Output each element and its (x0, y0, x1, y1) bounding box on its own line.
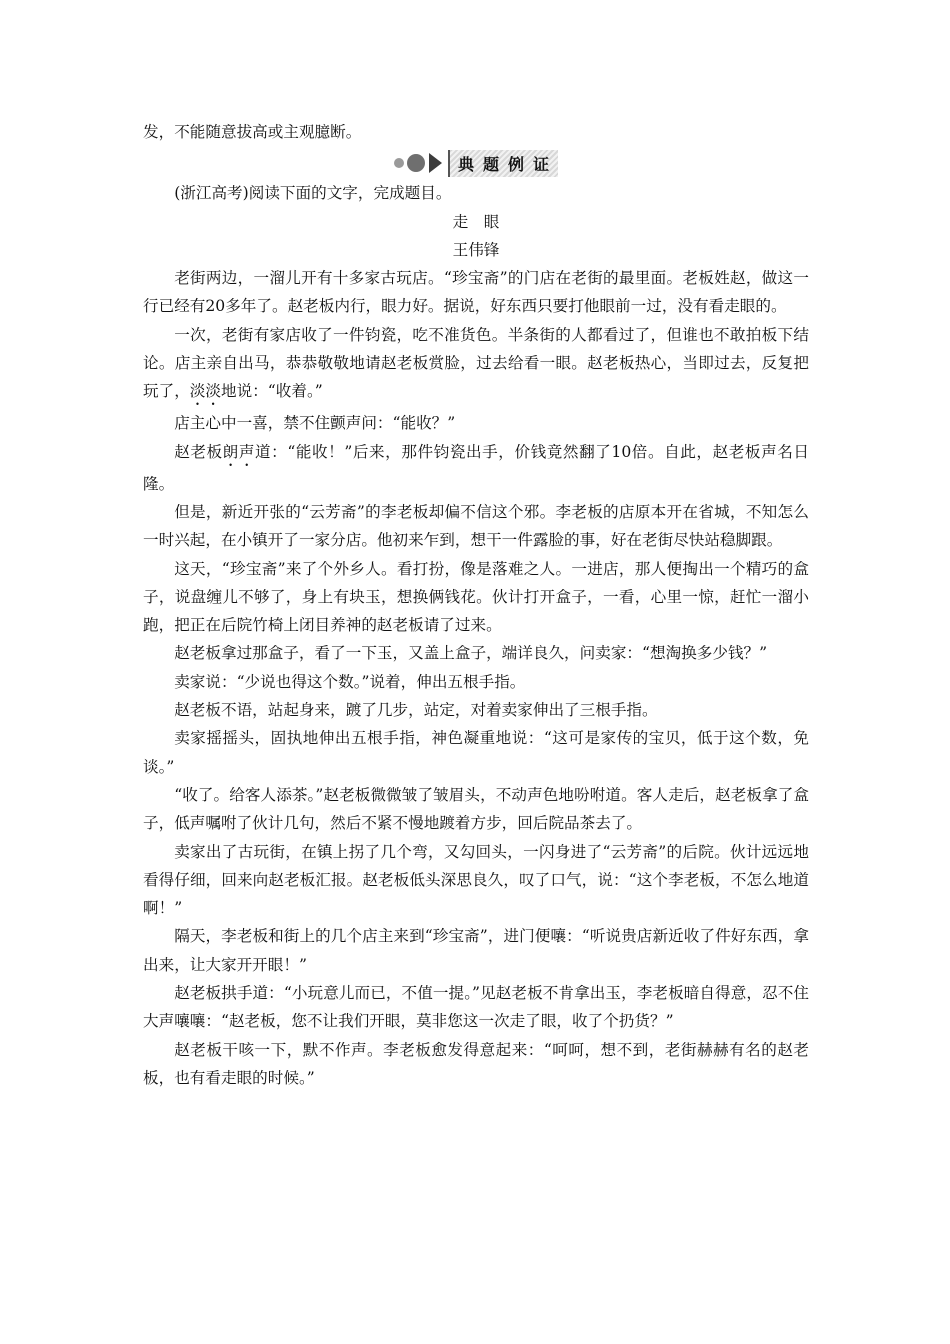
paragraph-10: 卖家摇摇头，固执地伸出五根手指，神色凝重地说：“这可是家传的宝贝，低于这个数，免谈。” (143, 729, 809, 776)
paragraph-7: 赵老板拿过那盒子，看了一下玉，又盖上盒子，端详良久，问卖家：“想淘换多少钱？” (174, 644, 768, 663)
paragraph-1: 老街两边，一溜儿开有十多家古玩店。“珍宝斋”的门店在老街的最里面。老板姓赵，做这一行已经有20多年了。赵老板内行，眼力好。据说，好东西只要打他眼前一过，没有看走眼的。 (143, 269, 809, 316)
paragraph-2-text-a: 一次，老街有家店收了一件钧瓷，吃不准货色。半条街的人都看过了，但谁也不敢拍板下结论。店主亲自出马，恭恭敬敬地请赵老板赏脸，过去给看一眼。赵老板热心，当即过去，反复把玩了， (143, 325, 809, 401)
paragraph-12: 卖家出了古玩街，在镇上拐了几个弯，又勾回头，一闪身进了“云芳斋”的后院。伙计远远地看得仔细，回来向赵老板汇报。赵老板低头深思良久，叹了口气，说：“这个李老板，不怎么地道啊！” (143, 842, 809, 918)
section-banner-title: 典题例证 (448, 150, 558, 177)
arrow-right-icon (429, 153, 442, 173)
paragraph-4-text-a: 赵老板 (174, 442, 223, 461)
paragraph-2 (143, 321, 809, 410)
dots-icon (394, 154, 425, 172)
paragraph-4 (143, 438, 809, 498)
emphasized-word-langsheng: 朗声 (222, 442, 255, 461)
paragraph-11: “收了。给客人添茶。”赵老板微微皱了皱眉头，不动声色地吩咐道。客人走后，赵老板拿了盒子，低声嘱咐了伙计几句，然后不紧不慢地踱着方步，回后院品茶去了。 (143, 785, 809, 833)
source-line: (浙江高考)阅读下面的文字，完成题目。 (174, 184, 452, 203)
document-page (143, 118, 809, 1092)
paragraph-3: 店主心中一喜，禁不住颤声问：“能收？” (174, 414, 456, 433)
paragraph-5: 但是，新近开张的“云芳斋”的李老板却偏不信这个邪。李老板的店原本开在省城，不知怎么一时兴起，在小镇开了一家分店。他初来乍到，想干一件露脸的事，好在老街尽快站稳脚跟。 (143, 502, 809, 550)
intro-line: 发，不能随意拔高或主观臆断。 (143, 123, 362, 141)
story-title: 走 眼 (452, 212, 500, 231)
paragraph-6: 这天，“珍宝斋”来了个外乡人。看打扮，像是落难之人。一进店，那人便掏出一个精巧的盒子，说盘缠儿不够了，身上有块玉，想换俩钱花。伙计打开盒子，一看，心里一惊，赶忙一溜小跑，把正在后院竹椅上闭目养神的赵老板请了过来。 (143, 559, 809, 635)
paragraph-2-text-b: 地说：“收着。” (221, 382, 323, 401)
section-banner (143, 148, 809, 178)
paragraph-14: 赵老板拱手道：“小玩意儿而已，不值一提。”见赵老板不肯拿出玉，李老板暗自得意，忍不住大声嚷嚷：“赵老板，您不让我们开眼，莫非您这一次走了眼，收了个扔货？” (143, 984, 809, 1031)
paragraph-9: 赵老板不语，站起身来，踱了几步，站定，对着卖家伸出了三根手指。 (174, 701, 658, 720)
emphasized-word-dandan: 淡淡 (189, 382, 221, 401)
story-author: 王伟锋 (452, 240, 500, 259)
paragraph-15: 赵老板干咳一下，默不作声。李老板愈发得意起来：“呵呵，想不到，老街赫赫有名的赵老板，也有看走眼的时候。” (143, 1040, 809, 1087)
paragraph-4-text-b: 道：“能收！”后来，那件钧瓷出手，价钱竟然翻了10倍。自此，赵老板声名日隆。 (143, 442, 809, 493)
paragraph-8: 卖家说：“少说也得这个数。”说着，伸出五根手指。 (174, 672, 526, 691)
paragraph-13: 隔天，李老板和街上的几个店主来到“珍宝斋”，进门便嚷：“听说贵店新近收了件好东西，拿出来，让大家开开眼！” (143, 927, 809, 974)
